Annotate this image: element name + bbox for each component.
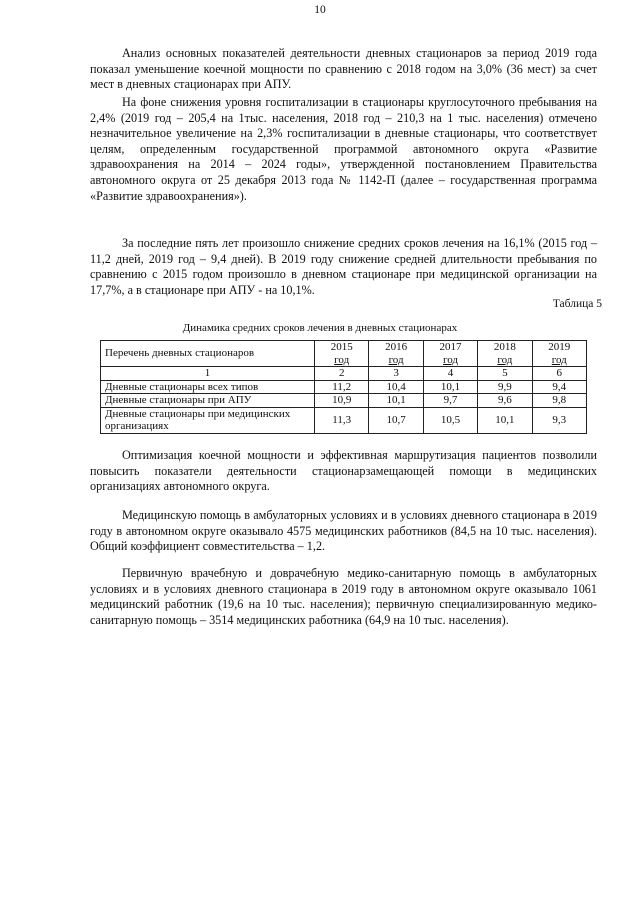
table-header-row xyxy=(101,341,587,367)
table-cell: 11,3 xyxy=(315,407,369,433)
paragraph-optimization: Оптимизация коечной мощности и эффективная маршрутизация пациентов позволили повысить показатели деятельности стационарзамещающей помощи в медицинских организациях автономного округа. xyxy=(90,448,597,494)
table-label: Таблица 5 xyxy=(552,298,602,310)
header-hospital-list: Перечень дневных стационаров xyxy=(101,341,315,367)
column-number: 3 xyxy=(369,367,423,381)
year-value: 2015 xyxy=(330,341,353,353)
header-year-2017 xyxy=(423,341,477,367)
year-word: год xyxy=(442,353,458,366)
table-cell: 10,1 xyxy=(423,380,477,394)
column-number: 1 xyxy=(101,367,315,381)
year-word: год xyxy=(388,353,404,366)
table-cell: 10,9 xyxy=(315,394,369,408)
paragraph-hospitalization: На фоне снижения уровня госпитализации в стационары круглосуточного пребывания на 2,4% (2019 год – 205,4 на 1тыс. населения, 2018 год – 210,3 на 1 тыс. населения) отмечено незначительное увеличение на 2,3% госпитализации в дневные стационары, что соответствует целям, определенным государственной программой автономного округа «Развитие здравоохранения на 2014 – 2024 годы», утвержденной постановлением Правительства автономного округа от 25 декабря 2013 года № 1142-П (далее – государственная программа «Развитие здравоохранения»). xyxy=(90,95,597,203)
header-year-2016 xyxy=(369,341,423,367)
table-row xyxy=(101,407,587,433)
table-cell: 9,3 xyxy=(532,407,586,433)
treatment-duration-table xyxy=(100,340,587,434)
table-cell: 10,4 xyxy=(369,380,423,394)
year-value: 2018 xyxy=(493,341,516,353)
table-cell: 9,4 xyxy=(532,380,586,394)
header-year-2019 xyxy=(532,341,586,367)
table-cell: 10,1 xyxy=(369,394,423,408)
paragraph-medical-staff: Медицинскую помощь в амбулаторных условиях и в условиях дневного стационара в 2019 году в автономном округе оказывало 4575 медицинских работников (84,5 на 10 тыс. населения). Общий коэффициент совместительства – 1,2. xyxy=(90,508,597,554)
table-caption: Динамика средних сроков лечения в дневных стационарах xyxy=(182,322,458,334)
paragraph-capacity: Анализ основных показателей деятельности дневных стационаров за период 2019 года показал уменьшение коечной мощности по сравнению с 2018 годом на 3,0% (36 мест) за счет мест в дневных стационарах при АПУ. xyxy=(90,46,597,92)
table-cell: 9,8 xyxy=(532,394,586,408)
year-value: 2016 xyxy=(385,341,408,353)
year-word: год xyxy=(497,353,513,366)
column-number: 6 xyxy=(532,367,586,381)
row-name: Дневные стационары при медицинских организациях xyxy=(101,407,315,433)
column-number-row xyxy=(101,367,587,381)
table-cell: 11,2 xyxy=(315,380,369,394)
row-name: Дневные стационары при АПУ xyxy=(101,394,315,408)
table-cell: 9,7 xyxy=(423,394,477,408)
table-cell: 10,5 xyxy=(423,407,477,433)
table-row xyxy=(101,380,587,394)
column-number: 5 xyxy=(478,367,532,381)
paragraph-primary-care: Первичную врачебную и доврачебную медико-санитарную помощь в амбулаторных условиях и в условиях дневного стационара в 2019 году в автономном округе оказывало 1061 медицинский работник (19,6 на 10 тыс. населения); первичную специализированную медико-санитарную помощь – 3514 медицинских работника (64,9 на 10 тыс. населения). xyxy=(90,566,597,627)
row-name: Дневные стационары всех типов xyxy=(101,380,315,394)
year-value: 2017 xyxy=(439,341,462,353)
header-year-2018 xyxy=(478,341,532,367)
year-value: 2019 xyxy=(548,341,571,353)
table-row xyxy=(101,394,587,408)
column-number: 4 xyxy=(423,367,477,381)
table-cell: 10,1 xyxy=(478,407,532,433)
table-cell: 9,6 xyxy=(478,394,532,408)
paragraph-treatment-duration: За последние пять лет произошло снижение средних сроков лечения на 16,1% (2015 год – 11,2 дней, 2019 год – 9,4 дней). В 2019 году снижение средней длительности пребывания по сравнению с 2015 годом произошло в дневном стационаре при медицинской организации на 17,7%, а в стационаре при АПУ - на 10,1%. xyxy=(90,236,597,297)
page-number: 10 xyxy=(314,4,326,16)
table-cell: 9,9 xyxy=(478,380,532,394)
table-cell: 10,7 xyxy=(369,407,423,433)
year-word: год xyxy=(551,353,567,366)
column-number: 2 xyxy=(315,367,369,381)
header-year-2015 xyxy=(315,341,369,367)
year-word: год xyxy=(334,353,350,366)
